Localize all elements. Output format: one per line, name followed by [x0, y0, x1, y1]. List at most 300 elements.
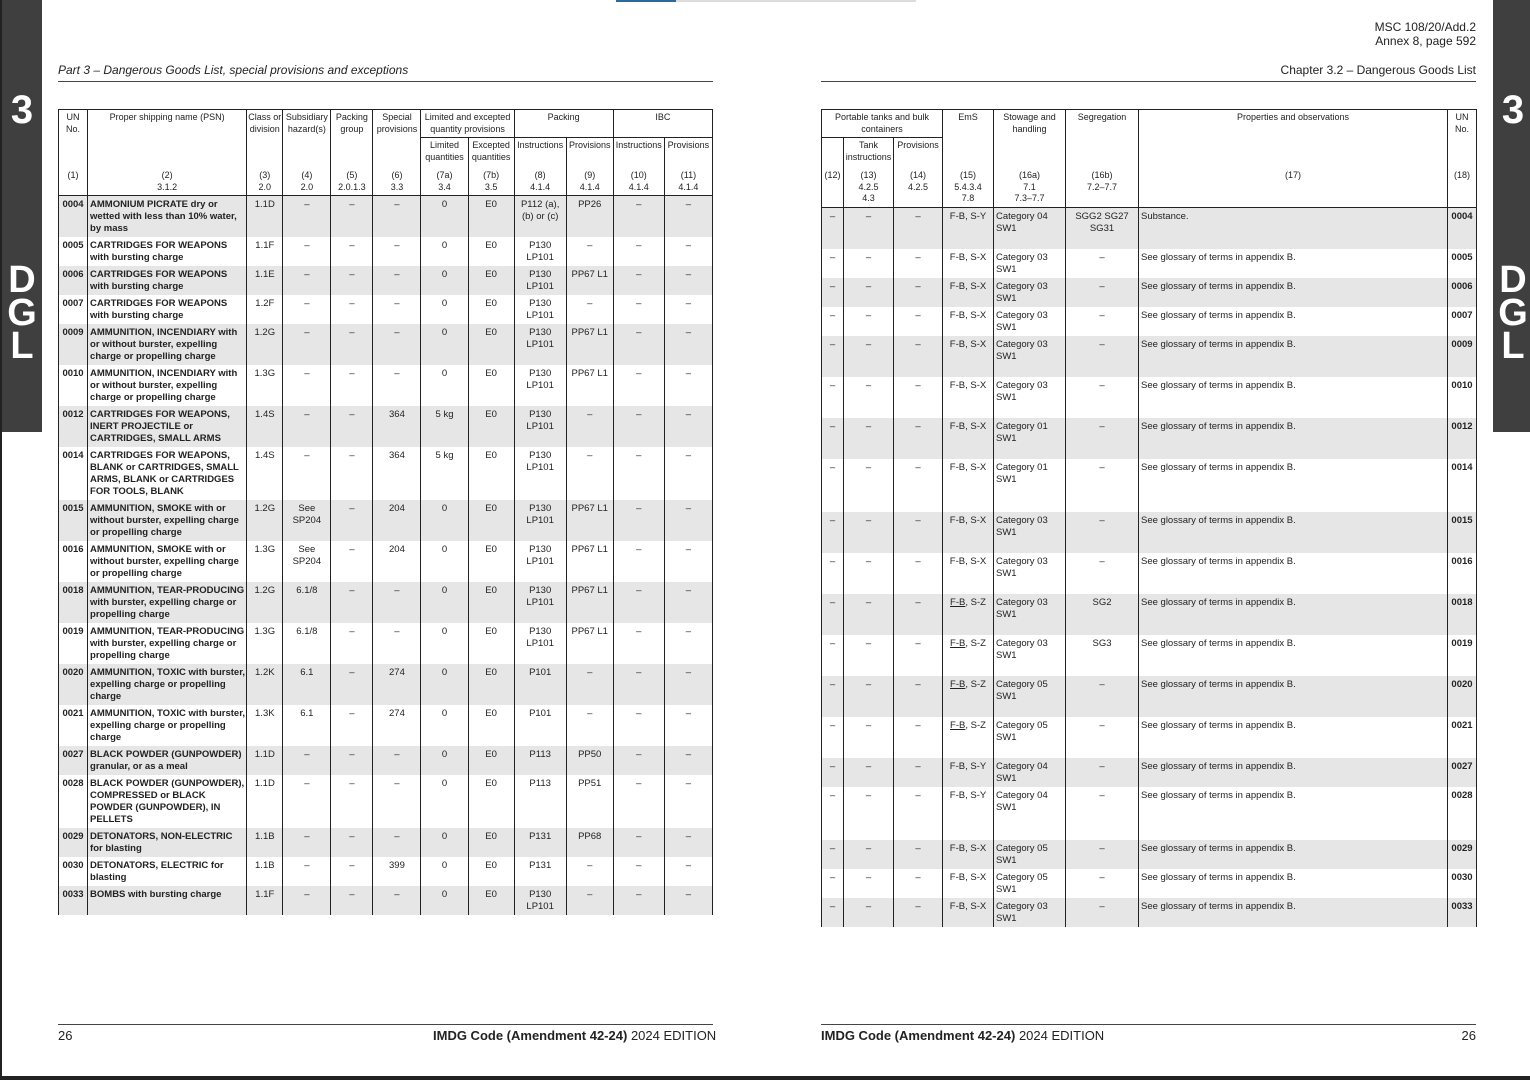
page-number-right: 26	[1461, 1028, 1476, 1043]
tab-letter: D	[8, 259, 36, 301]
tank-instructions-cell: –	[844, 336, 894, 377]
stowage-cell: Category 03 SW1	[994, 278, 1066, 307]
shipping-name-cell: AMMUNITION, SMOKE with or without burster, expelling charge or propelling charge	[88, 541, 247, 582]
column-12-cell: –	[822, 336, 844, 377]
table-row	[59, 775, 713, 828]
ems-cell	[943, 717, 994, 758]
ems-cell	[943, 840, 994, 869]
ibc-instructions-cell: –	[613, 237, 664, 266]
tank-provisions-cell: –	[894, 307, 943, 336]
special-provisions-cell: –	[373, 365, 421, 406]
col-number: (15)	[959, 170, 976, 180]
col-header-un-no: UN No.	[1448, 110, 1477, 166]
table-row	[59, 828, 713, 857]
limited-quantity-cell: 0	[421, 365, 468, 406]
footer-title: IMDG Code (Amendment 42-24)	[433, 1028, 628, 1043]
table-row	[822, 787, 1477, 840]
packing-group-cell: –	[331, 582, 373, 623]
packing-provisions-cell: –	[566, 705, 613, 746]
col-header-pack-provisions: Provisions	[566, 138, 613, 166]
class-cell: 1.1D	[247, 775, 283, 828]
excepted-quantity-cell: E0	[468, 266, 514, 295]
column-12-cell: –	[822, 278, 844, 307]
ems-cell	[943, 207, 994, 249]
packing-provisions-cell: –	[566, 447, 613, 500]
properties-cell: Substance.	[1139, 207, 1448, 249]
tank-instructions-cell: –	[844, 869, 894, 898]
stowage-cell: Category 03 SW1	[994, 898, 1066, 927]
stowage-cell: Category 03 SW1	[994, 336, 1066, 377]
special-provisions-cell: –	[373, 828, 421, 857]
ems-cell	[943, 307, 994, 336]
class-cell: 1.1B	[247, 857, 283, 886]
table-row	[822, 898, 1477, 927]
ems-cell	[943, 594, 994, 635]
col-reference: 3.1.2	[157, 181, 178, 192]
un-number-cell: 0020	[59, 664, 88, 705]
un-number-cell: 0029	[59, 828, 88, 857]
un-number-cell: 0033	[59, 886, 88, 915]
packing-group-cell: –	[331, 746, 373, 775]
col-number: (10)	[630, 170, 647, 180]
subsidiary-hazard-cell: 6.1	[283, 664, 331, 705]
subsidiary-hazard-cell: –	[283, 857, 331, 886]
ibc-provisions-cell: –	[664, 196, 712, 238]
ems-spillage: , S-Y	[965, 760, 987, 772]
col-header-blank	[822, 138, 844, 166]
section-tab-left	[2, 0, 42, 432]
ems-cell	[943, 377, 994, 418]
packing-instructions-cell: P130 LP101	[514, 500, 566, 541]
table-row	[822, 459, 1477, 512]
packing-provisions-cell: PP50	[566, 746, 613, 775]
table-row	[59, 541, 713, 582]
shipping-name-cell: AMMUNITION, TOXIC with burster, expelling charge or propelling charge	[88, 705, 247, 746]
subsidiary-hazard-cell: –	[283, 324, 331, 365]
ems-fire: F-B	[949, 309, 966, 321]
limited-quantity-cell: 0	[421, 582, 468, 623]
col-reference: 2.0	[300, 181, 314, 192]
packing-instructions-cell: P130 LP101	[514, 295, 566, 324]
col-ref	[894, 165, 943, 207]
col-header-excepted: Excepted quantities	[468, 138, 514, 166]
excepted-quantity-cell: E0	[468, 857, 514, 886]
ems-fire: F-B	[949, 900, 966, 912]
footer-title-right	[821, 1028, 1104, 1043]
tank-provisions-cell: –	[894, 418, 943, 459]
un-number-cell: 0029	[1448, 840, 1477, 869]
packing-provisions-cell: PP67 L1	[566, 623, 613, 664]
properties-cell: See glossary of terms in appendix B.	[1139, 307, 1448, 336]
packing-group-cell: –	[331, 664, 373, 705]
segregation-cell: SG2	[1066, 594, 1139, 635]
col-reference: 7.1	[1023, 181, 1036, 192]
table-row	[822, 377, 1477, 418]
limited-quantity-cell: 0	[421, 828, 468, 857]
properties-cell: See glossary of terms in appendix B.	[1139, 459, 1448, 512]
un-number-cell: 0028	[59, 775, 88, 828]
special-provisions-cell: 204	[373, 500, 421, 541]
un-number-cell: 0033	[1448, 898, 1477, 927]
properties-cell: See glossary of terms in appendix B.	[1139, 787, 1448, 840]
un-number-cell: 0015	[1448, 512, 1477, 553]
col-header-properties: Properties and observations	[1139, 110, 1448, 166]
ems-cell	[943, 459, 994, 512]
shipping-name-cell: BLACK POWDER (GUNPOWDER), COMPRESSED or BLACK POWDER (GUNPOWDER), IN PELLETS	[88, 775, 247, 828]
ibc-instructions-cell: –	[613, 266, 664, 295]
ibc-instructions-cell: –	[613, 775, 664, 828]
col-number: (6)	[391, 170, 403, 180]
packing-provisions-cell: –	[566, 237, 613, 266]
special-provisions-cell: –	[373, 886, 421, 915]
packing-instructions-cell: P131	[514, 857, 566, 886]
tank-instructions-cell: –	[844, 676, 894, 717]
packing-group-cell: –	[331, 705, 373, 746]
packing-group-cell: –	[331, 266, 373, 295]
col-header-ibc-instructions: Instructions	[613, 138, 664, 166]
ems-spillage: , S-Z	[965, 719, 986, 731]
column-12-cell: –	[822, 758, 844, 787]
un-number-cell: 0030	[59, 857, 88, 886]
ems-spillage: , S-X	[965, 842, 987, 854]
footer-edition: 2024 EDITION	[630, 1028, 717, 1043]
ems-fire: F-B	[950, 719, 966, 731]
ibc-instructions-cell: –	[613, 196, 664, 238]
tank-instructions-cell: –	[844, 278, 894, 307]
tank-instructions-cell: –	[844, 459, 894, 512]
special-provisions-cell: 399	[373, 857, 421, 886]
section-tab-right	[1493, 0, 1530, 432]
ibc-provisions-cell: –	[664, 324, 712, 365]
excepted-quantity-cell: E0	[468, 541, 514, 582]
excepted-quantity-cell: E0	[468, 664, 514, 705]
packing-group-cell: –	[331, 886, 373, 915]
un-number-cell: 0005	[1448, 249, 1477, 278]
col-ref	[59, 165, 88, 196]
table-row	[59, 237, 713, 266]
col-number: (13)	[860, 170, 877, 180]
ems-fire: F-B	[950, 678, 966, 690]
table-row	[59, 746, 713, 775]
header-rule	[821, 81, 1476, 82]
ibc-instructions-cell: –	[613, 664, 664, 705]
shipping-name-cell: AMMUNITION, TEAR-PRODUCING with burster, expelling charge or propelling charge	[88, 623, 247, 664]
tab-letter: D	[1499, 259, 1527, 301]
table-row	[822, 336, 1477, 377]
ibc-provisions-cell: –	[664, 886, 712, 915]
subsidiary-hazard-cell: –	[283, 447, 331, 500]
table-row	[822, 512, 1477, 553]
page-edge	[0, 1076, 1530, 1080]
tank-instructions-cell: –	[844, 377, 894, 418]
col-reference: 5.4.3.4	[954, 181, 982, 192]
packing-group-cell: –	[331, 295, 373, 324]
subsidiary-hazard-cell: See SP204	[283, 500, 331, 541]
shipping-name-cell: BOMBS with bursting charge	[88, 886, 247, 915]
un-number-cell: 0019	[59, 623, 88, 664]
ems-spillage: , S-X	[965, 900, 987, 912]
tank-instructions-cell: –	[844, 553, 894, 594]
special-provisions-cell: –	[373, 775, 421, 828]
table-row	[822, 840, 1477, 869]
table-row	[59, 324, 713, 365]
un-number-cell: 0010	[59, 365, 88, 406]
segregation-cell: SG3	[1066, 635, 1139, 676]
class-cell: 1.1F	[247, 886, 283, 915]
subsidiary-hazard-cell: –	[283, 406, 331, 447]
packing-provisions-cell: PP67 L1	[566, 324, 613, 365]
properties-cell: See glossary of terms in appendix B.	[1139, 758, 1448, 787]
tab-number: 3	[1501, 88, 1525, 132]
table-row	[59, 295, 713, 324]
packing-group-cell: –	[331, 857, 373, 886]
segregation-cell: –	[1066, 249, 1139, 278]
col-number: (7a)	[436, 170, 453, 180]
ems-cell	[943, 758, 994, 787]
class-cell: 1.1B	[247, 828, 283, 857]
class-cell: 1.2G	[247, 324, 283, 365]
limited-quantity-cell: 0	[421, 295, 468, 324]
tab-letters	[1493, 259, 1530, 367]
tank-provisions-cell: –	[894, 840, 943, 869]
segregation-cell: –	[1066, 418, 1139, 459]
stowage-cell: Category 03 SW1	[994, 307, 1066, 336]
col-group-portable-tanks: Portable tanks and bulk containers	[822, 110, 943, 138]
un-number-cell: 0007	[59, 295, 88, 324]
stowage-cell: Category 05 SW1	[994, 717, 1066, 758]
tank-provisions-cell: –	[894, 278, 943, 307]
un-number-cell: 0016	[1448, 553, 1477, 594]
col-reference: 7.2–7.7	[1086, 181, 1118, 192]
class-cell: 1.1D	[247, 196, 283, 238]
ems-spillage: , S-X	[965, 555, 987, 567]
tank-provisions-cell: –	[894, 898, 943, 927]
col-reference: 4.3	[862, 193, 875, 203]
un-number-cell: 0004	[59, 196, 88, 238]
column-12-cell: –	[822, 717, 844, 758]
shipping-name-cell: CARTRIDGES FOR WEAPONS with bursting charge	[88, 295, 247, 324]
table-row	[822, 758, 1477, 787]
packing-group-cell: –	[331, 447, 373, 500]
special-provisions-cell: –	[373, 266, 421, 295]
ems-spillage: , S-Z	[965, 637, 986, 649]
ibc-provisions-cell: –	[664, 857, 712, 886]
subsidiary-hazard-cell: 6.1/8	[283, 623, 331, 664]
ems-fire: F-B	[949, 871, 966, 883]
ems-fire: F-B	[949, 338, 966, 350]
limited-quantity-cell: 0	[421, 623, 468, 664]
properties-cell: See glossary of terms in appendix B.	[1139, 336, 1448, 377]
properties-cell: See glossary of terms in appendix B.	[1139, 594, 1448, 635]
col-header-tank-instructions: Tank instructions	[844, 138, 894, 166]
special-provisions-cell: 364	[373, 406, 421, 447]
un-number-cell: 0021	[59, 705, 88, 746]
subsidiary-hazard-cell: –	[283, 196, 331, 238]
class-cell: 1.2G	[247, 500, 283, 541]
ibc-provisions-cell: –	[664, 775, 712, 828]
properties-cell: See glossary of terms in appendix B.	[1139, 869, 1448, 898]
un-number-cell: 0018	[1448, 594, 1477, 635]
segregation-cell: –	[1066, 553, 1139, 594]
col-ref	[822, 165, 844, 207]
packing-instructions-cell: P130 LP101	[514, 623, 566, 664]
col-ref	[514, 165, 566, 196]
packing-instructions-cell: P130 LP101	[514, 886, 566, 915]
ems-spillage: , S-X	[965, 280, 987, 292]
col-ref	[331, 165, 373, 196]
table-row	[59, 886, 713, 915]
col-ref	[468, 165, 514, 196]
ibc-instructions-cell: –	[613, 406, 664, 447]
subsidiary-hazard-cell: –	[283, 266, 331, 295]
col-number: (12)	[824, 170, 841, 180]
subsidiary-hazard-cell: –	[283, 746, 331, 775]
packing-instructions-cell: P112 (a), (b) or (c)	[514, 196, 566, 238]
table-row	[59, 196, 713, 238]
subsidiary-hazard-cell: –	[283, 295, 331, 324]
packing-provisions-cell: PP67 L1	[566, 365, 613, 406]
col-ref	[613, 165, 664, 196]
col-ref	[88, 165, 247, 196]
col-number: (11)	[680, 170, 697, 180]
un-number-cell: 0027	[59, 746, 88, 775]
packing-group-cell: –	[331, 237, 373, 266]
segregation-cell: –	[1066, 377, 1139, 418]
col-ref	[247, 165, 283, 196]
packing-provisions-cell: –	[566, 664, 613, 705]
class-cell: 1.1F	[247, 237, 283, 266]
tank-provisions-cell: –	[894, 869, 943, 898]
packing-group-cell: –	[331, 623, 373, 664]
packing-provisions-cell: PP68	[566, 828, 613, 857]
limited-quantity-cell: 0	[421, 664, 468, 705]
special-provisions-cell: –	[373, 295, 421, 324]
ibc-instructions-cell: –	[613, 365, 664, 406]
segregation-cell: –	[1066, 676, 1139, 717]
packing-instructions-cell: P113	[514, 775, 566, 828]
ems-fire: F-B	[949, 210, 966, 222]
packing-instructions-cell: P101	[514, 664, 566, 705]
table-row	[59, 664, 713, 705]
ems-spillage: , S-X	[965, 514, 987, 526]
col-reference: 2.0	[258, 181, 272, 192]
packing-provisions-cell: –	[566, 406, 613, 447]
packing-group-cell: –	[331, 775, 373, 828]
ibc-provisions-cell: –	[664, 664, 712, 705]
limited-quantity-cell: 0	[421, 746, 468, 775]
class-cell: 1.3K	[247, 705, 283, 746]
special-provisions-cell: –	[373, 196, 421, 238]
excepted-quantity-cell: E0	[468, 324, 514, 365]
ems-fire: F-B	[949, 789, 966, 801]
packing-group-cell: –	[331, 828, 373, 857]
un-number-cell: 0005	[59, 237, 88, 266]
limited-quantity-cell: 0	[421, 196, 468, 238]
col-number: (16b)	[1091, 170, 1113, 180]
limited-quantity-cell: 0	[421, 541, 468, 582]
properties-cell: See glossary of terms in appendix B.	[1139, 418, 1448, 459]
dangerous-goods-table-left	[58, 109, 713, 915]
ibc-provisions-cell: –	[664, 623, 712, 664]
excepted-quantity-cell: E0	[468, 886, 514, 915]
tank-provisions-cell: –	[894, 377, 943, 418]
ibc-instructions-cell: –	[613, 746, 664, 775]
ems-fire: F-B	[949, 760, 966, 772]
tank-instructions-cell: –	[844, 207, 894, 249]
ibc-provisions-cell: –	[664, 828, 712, 857]
un-number-cell: 0006	[1448, 278, 1477, 307]
class-cell: 1.1D	[247, 746, 283, 775]
footer-rule	[58, 1024, 713, 1025]
col-reference: 3.3	[390, 181, 404, 192]
annex-page: Annex 8, page 592	[1375, 34, 1476, 48]
properties-cell: See glossary of terms in appendix B.	[1139, 635, 1448, 676]
col-ref	[1448, 165, 1477, 207]
column-12-cell: –	[822, 377, 844, 418]
table-row	[59, 500, 713, 541]
packing-group-cell: –	[331, 500, 373, 541]
col-number: (3)	[259, 170, 271, 180]
excepted-quantity-cell: E0	[468, 705, 514, 746]
table-row	[822, 717, 1477, 758]
class-cell: 1.3G	[247, 541, 283, 582]
ems-spillage: , S-X	[965, 461, 987, 473]
tank-instructions-cell: –	[844, 307, 894, 336]
segregation-cell: –	[1066, 717, 1139, 758]
ibc-provisions-cell: –	[664, 237, 712, 266]
ems-spillage: , S-X	[965, 338, 987, 350]
packing-group-cell: –	[331, 196, 373, 238]
excepted-quantity-cell: E0	[468, 775, 514, 828]
doc-ref: MSC 108/20/Add.2	[1374, 20, 1476, 34]
column-12-cell: –	[822, 418, 844, 459]
segregation-cell: –	[1066, 758, 1139, 787]
table-row	[59, 365, 713, 406]
ibc-provisions-cell: –	[664, 500, 712, 541]
table-body-right	[822, 207, 1477, 927]
properties-cell: See glossary of terms in appendix B.	[1139, 278, 1448, 307]
subsidiary-hazard-cell: 6.1/8	[283, 582, 331, 623]
col-ref	[566, 165, 613, 196]
un-number-cell: 0019	[1448, 635, 1477, 676]
ibc-instructions-cell: –	[613, 623, 664, 664]
column-12-cell: –	[822, 512, 844, 553]
properties-cell: See glossary of terms in appendix B.	[1139, 512, 1448, 553]
footer-title: IMDG Code (Amendment 42-24)	[821, 1028, 1016, 1043]
shipping-name-cell: BLACK POWDER (GUNPOWDER) granular, or as a meal	[88, 746, 247, 775]
table-row	[822, 278, 1477, 307]
ems-fire: F-B	[949, 251, 966, 263]
tank-instructions-cell: –	[844, 418, 894, 459]
packing-group-cell: –	[331, 365, 373, 406]
col-reference: 4.1.4	[579, 181, 600, 192]
shipping-name-cell: AMMUNITION, SMOKE with or without burster, expelling charge or propelling charge	[88, 500, 247, 541]
special-provisions-cell: –	[373, 746, 421, 775]
col-header-class: Class or division	[247, 110, 283, 166]
ems-fire: F-B	[949, 379, 966, 391]
packing-instructions-cell: P130 LP101	[514, 406, 566, 447]
limited-quantity-cell: 0	[421, 775, 468, 828]
un-number-cell: 0020	[1448, 676, 1477, 717]
shipping-name-cell: AMMUNITION, TOXIC with burster, expelling charge or propelling charge	[88, 664, 247, 705]
ibc-instructions-cell: –	[613, 886, 664, 915]
ibc-instructions-cell: –	[613, 582, 664, 623]
column-12-cell: –	[822, 553, 844, 594]
segregation-cell: –	[1066, 787, 1139, 840]
limited-quantity-cell: 0	[421, 324, 468, 365]
col-header-psn: Proper shipping name (PSN)	[88, 110, 247, 166]
subsidiary-hazard-cell: –	[283, 237, 331, 266]
